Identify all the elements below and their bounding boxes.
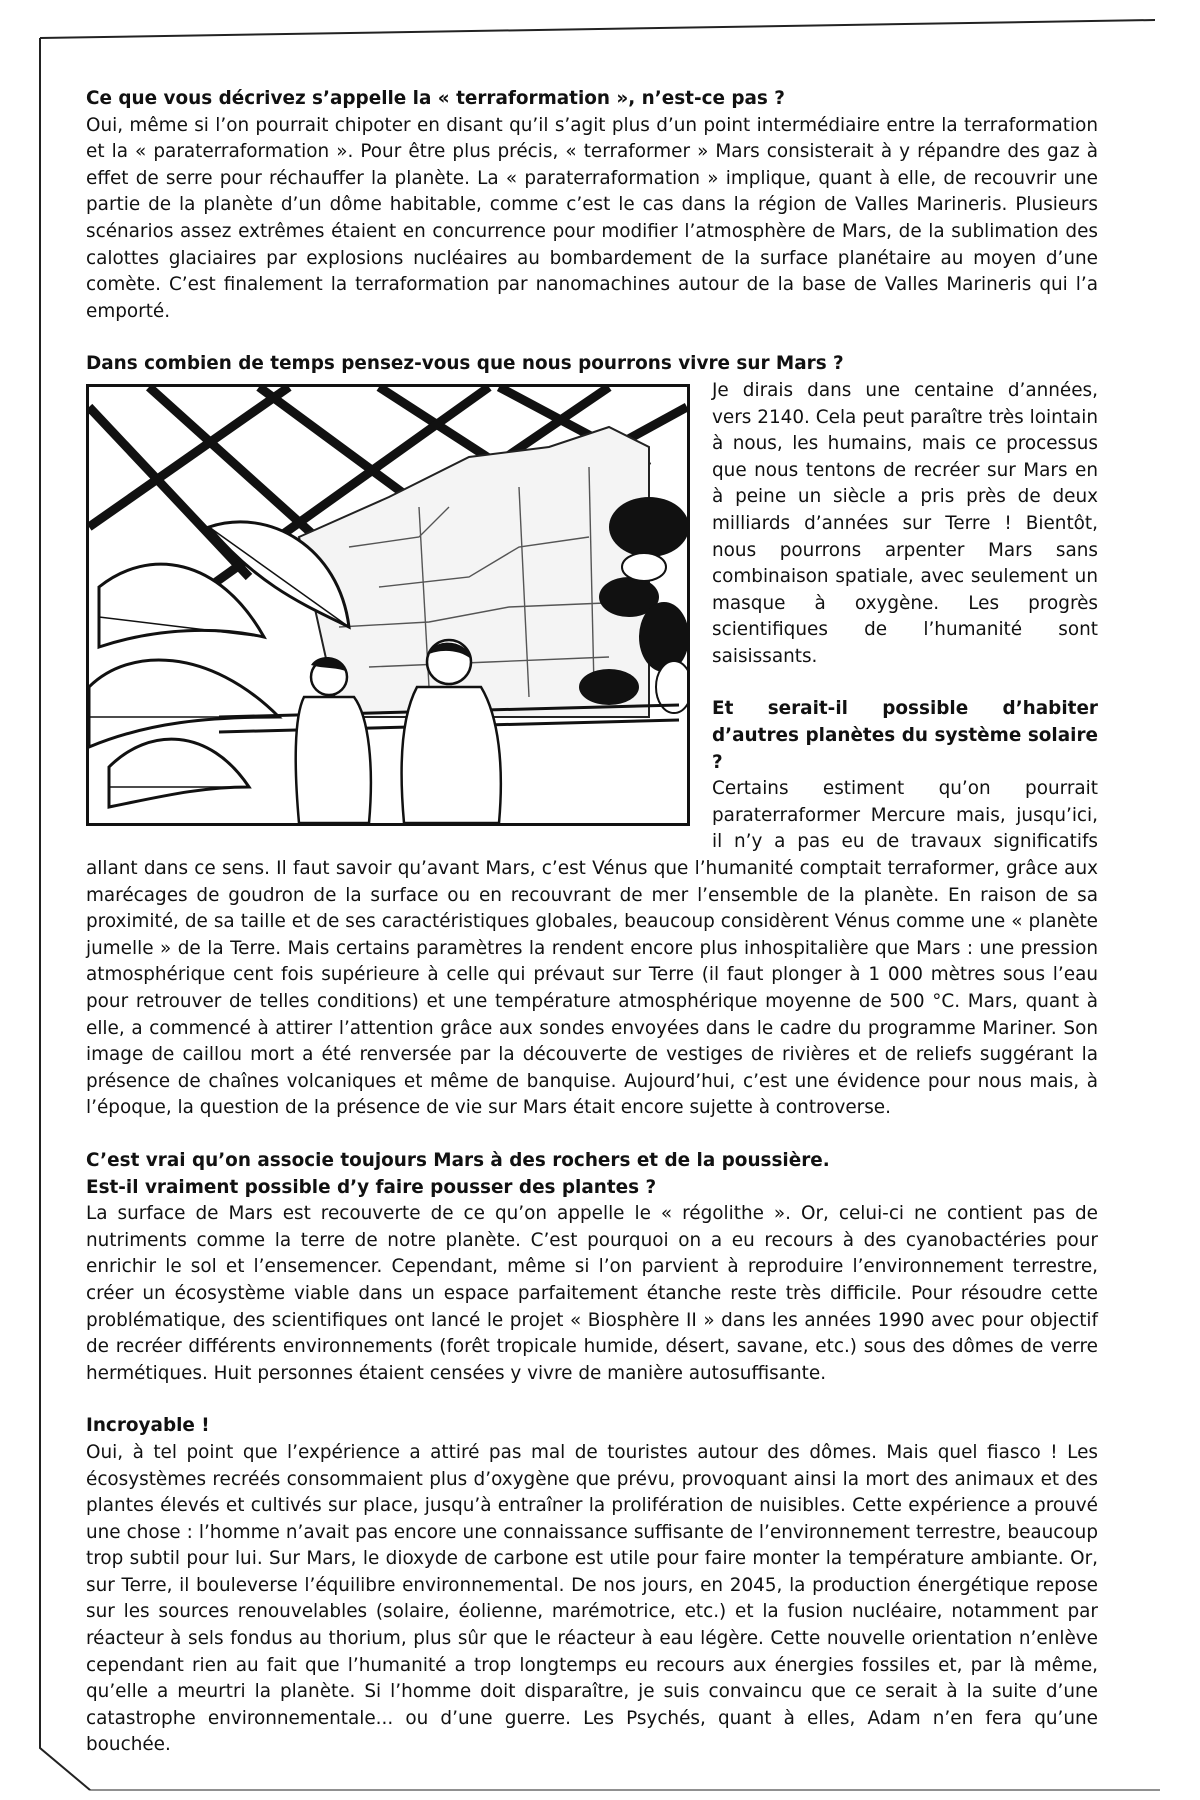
question-heading: Et serait-il possible d’habiter d’autres planètes du système solaire ? (712, 698, 1098, 773)
answer-paragraph: La surface de Mars est recouverte de ce qu’on appelle le « régolithe ». Or, celui-ci ne contient pas de nutriments comme la terre de notre planète. C’est pourquoi on a eu recours à des cyanobactéries pour enrichir le sol et l’ensemencer. Cependant, même si l’on parvient à reproduire l’environnement terrestre, créer un écosystème viable dans un espace parfaitement étanche reste très difficile. Pour résoudre cette problématique, des scientifiques ont lancé le projet « Biosphère II » dans les années 1990 avec pour objectif de recréer différents environnements (forêt tropicale humide, désert, savane, etc.) sous des dômes de verre hermétiques. Huit personnes étaient censées y vivre de manière autosuffisante. (86, 1203, 1098, 1384)
question-heading: Dans combien de temps pensez-vous que nous pourrons vivre sur Mars ? (86, 353, 844, 375)
question-heading: Ce que vous décrivez s’appelle la « terraformation », n’est-ce pas ? (86, 88, 785, 109)
question-heading: C’est vrai qu’on associe toujours Mars à des rochers et de la poussière. (86, 1149, 830, 1171)
question-heading: Est-il vraiment possible d’y faire pousser des plantes ? (86, 1176, 657, 1198)
answer-paragraph: Oui, même si l’on pourrait chipoter en disant qu’il s’agit plus d’un point intermédiaire entre la terraformation et la « paraterraformation ». Pour être plus précis, « terraformer » Mars consisterait à y répandre des gaz à effet de serre pour réchauffer la planète. La « paraterraformation » implique, quant à elle, de recouvrir une partie de la planète d’un dôme habitable, comme c’est le cas dans la région de Valles Marineris. Plusieurs scénarios assez extrêmes étaient en concurrence pour modifier l’atmosphère de Mars, de la sublimation des calottes glaciaires par explosions nucléaires au bombardement de la surface planétaire au moyen d’une comète. C’est finalement la terraformation par nanomachines autour de la base de Valles Marineris qui l’a emporté. (86, 114, 1098, 322)
greenhouse-dome-illustration (86, 384, 690, 826)
answer-paragraph: Certains estiment qu’on pourrait paraterraformer Mercure mais, jusqu’ici, il n’y a pas eu de travaux significatifs allant dans ce sens. Il faut savoir qu’avant Mars, c’est Vénus que l’humanité comptait terraformer, grâce aux marécages de goudron de la surface ou en recouvrant de mer l’ensemble de la planète. En raison de sa proximité, de sa taille et de ses caractéristiques globales, beaucoup considèrent Vénus comme une « planète jumelle » de la Terre. Mais certains paramètres la rendent encore plus inhospitalière que Mars : une pression atmosphérique cent fois supérieure à celle qui prévaut sur Terre (il faut plonger à 1 000 mètres sous l’eau pour retrouver de telles conditions) et une température atmosphérique moyenne de 500 °C. Mars, quant à elle, a commencé à attirer l’attention grâce aux sondes envoyées dans le cadre du programme Mariner. Son image de caillou mort a été renversée par la découverte de vestiges de rivières et de reliefs suggérant la présence de chaînes volcaniques et même de banquise. Aujourd’hui, c’est une évidence pour nous mais, à l’époque, la question de la présence de vie sur Mars était encore sujette à controverse. (86, 778, 1098, 1119)
answer-paragraph: Je dirais dans une centaine d’années, vers 2140. Cela peut paraître très lointain à nous, les humains, mais ce processus que nous tentons de recréer sur Mars en à peine un siècle a pris près de deux milliards d’années sur Terre ! Bientôt, nous pourrons arpenter Mars sans combinaison spatiale, avec seulement un masque à oxygène. Les progrès scientifiques de l’humanité sont saisissants. (712, 379, 1098, 667)
question-heading: Incroyable ! (86, 1415, 210, 1437)
article-body (86, 86, 1098, 1759)
answer-paragraph: Oui, à tel point que l’expérience a attiré pas mal de touristes autour des dômes. Mais quel fiasco ! Les écosystèmes recréés consommaient plus d’oxygène que prévu, provoquant ainsi la mort des animaux et des plantes élevés et cultivés sur place, jusqu’à entraîner la prolifération de nuisibles. Cette expérience a prouvé une chose : l’homme n’avait pas encore une connaissance suffisante de l’environnement terrestre, beaucoup trop subtil pour lui. Sur Mars, le dioxyde de carbone est utile pour faire monter la température ambiante. Or, sur Terre, il bouleverse l’équilibre environnemental. De nos jours, en 2045, la production énergétique repose sur les sources renouvelables (solaire, éolienne, marémotrice, etc.) et la fusion nucléaire, notamment par réacteur à sels fondus au thorium, plus sûr que le réacteur à eau légère. Cette nouvelle orientation n’enlève cependant rien au fait que l’humanité a trop longtemps eu recours aux énergies fossiles et, par là même, qu’elle a meurtri la planète. Si l’homme doit disparaître, je suis convaincu que ce serait à la suite d’une catastrophe environnementale... ou d’une guerre. Les Psychés, quant à elles, Adam n’en fera qu’une bouchée. (86, 1441, 1098, 1756)
